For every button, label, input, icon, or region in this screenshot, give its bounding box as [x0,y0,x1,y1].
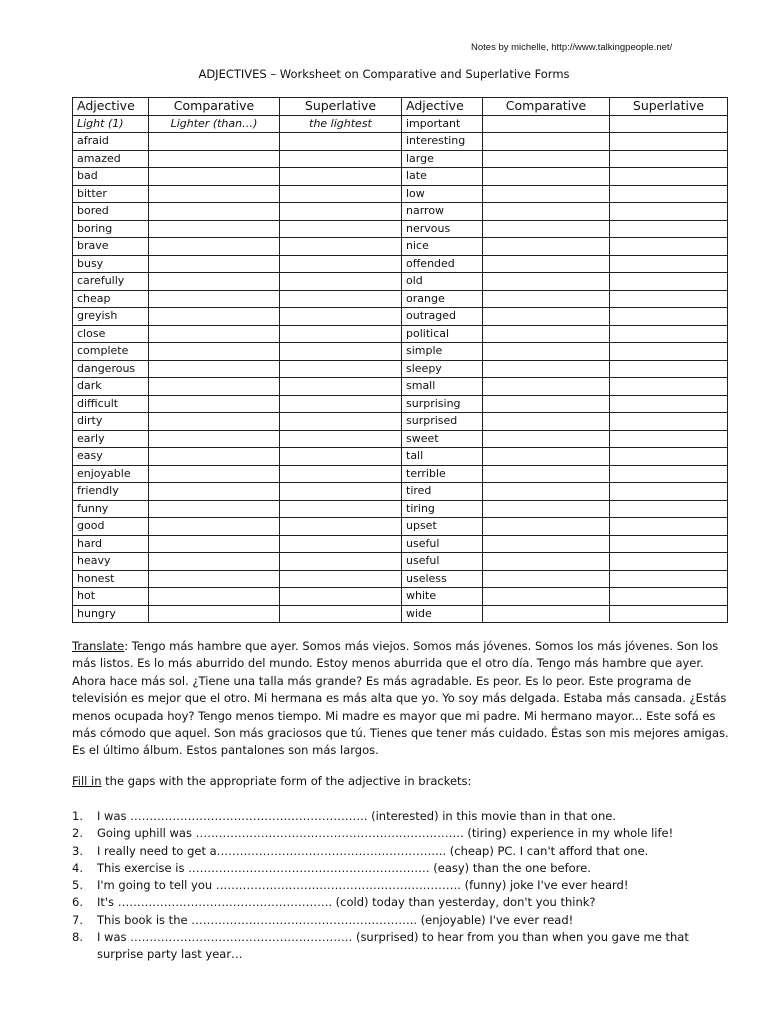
table-row [73,518,728,536]
superlative-blank-cell [280,185,402,203]
comparative-blank-cell [483,255,610,273]
right-adjective-cell: sweet [402,430,483,448]
left-adjective-cell: bored [73,203,149,221]
superlative-blank-cell [610,115,728,133]
table-row [73,500,728,518]
column-header-comparative: Comparative [149,98,280,116]
left-adjective-cell: funny [73,500,149,518]
comparative-blank-cell [483,378,610,396]
right-adjective-cell: political [402,325,483,343]
superlative-blank-cell [610,168,728,186]
right-adjective-cell: old [402,273,483,291]
superlative-blank-cell [280,413,402,431]
superlative-blank-cell [610,500,728,518]
superlative-blank-cell [610,325,728,343]
table-row [73,465,728,483]
column-header-comparative: Comparative [483,98,610,116]
comparative-blank-cell [149,553,280,571]
translate-paragraph [72,638,732,760]
comparative-blank-cell [483,483,610,501]
comparative-blank-cell [149,378,280,396]
exercise-item [72,929,732,964]
table-row [73,430,728,448]
worksheet-title: ADJECTIVES – Worksheet on Comparative and Superlative Forms [198,67,570,81]
exercise-text: It's ……………………………………………….. (cold) today than yesterday, don't you think? [97,895,596,910]
column-header-superlative: Superlative [610,98,728,116]
superlative-blank-cell [610,290,728,308]
right-adjective-cell: outraged [402,308,483,326]
left-adjective-cell: dark [73,378,149,396]
left-adjective-cell: dirty [73,413,149,431]
comparative-blank-cell [483,220,610,238]
exercise-number: 4. [72,860,83,875]
comparative-blank-cell [149,588,280,606]
fill-in-text: the gaps with the appropriate form of the adjective in brackets: [101,774,472,788]
right-adjective-cell: useful [402,535,483,553]
translate-text: : Tengo más hambre que ayer. Somos más viejos. Somos más jóvenes. Somos los más jóvenes. Son los más listos. Es lo más aburrido del mundo. Estoy menos aburrida que el otro día. Tengo más hambre que ayer. Ahora hace más sol. ¿Tiene una talla más grande? Es más agradable. Es peor. Es lo peor. Este programa de televisión es mejor que el otro. Mi hermana es más alta que yo. Yo soy más delgada. Estaba más cansada. ¿Estás menos ocupada hoy? Tengo menos tiempo. Mi madre es mayor que mi padre. Mi hermano mayor... Este sofá es más cómodo que aquel. Son más graciosos que tú. Tienes que tener más cuidado. Éstas son mis mejores amigas. Es el último álbum. Estos pantalones son más largos. [72,639,729,758]
exercise-number: 2. [72,826,83,841]
superlative-blank-cell [610,378,728,396]
exercise-number: 8. [72,930,83,945]
superlative-blank-cell [610,518,728,536]
exercise-item [72,894,732,911]
right-adjective-cell: important [402,115,483,133]
superlative-blank-cell [610,570,728,588]
superlative-blank-cell [610,553,728,571]
table-row [73,483,728,501]
superlative-blank-cell [280,133,402,151]
right-adjective-cell: surprised [402,413,483,431]
table-row [73,378,728,396]
comparative-blank-cell [149,360,280,378]
superlative-blank-cell [280,570,402,588]
comparative-blank-cell [483,133,610,151]
comparative-blank-cell [149,238,280,256]
comparative-blank-cell [149,255,280,273]
left-adjective-cell: boring [73,220,149,238]
comparative-blank-cell [149,483,280,501]
superlative-blank-cell [280,290,402,308]
superlative-blank-cell [610,588,728,606]
right-adjective-cell: low [402,185,483,203]
superlative-blank-cell [610,430,728,448]
superlative-blank-cell [280,308,402,326]
column-header-superlative: Superlative [280,98,402,116]
comparative-blank-cell [483,535,610,553]
right-adjective-cell: narrow [402,203,483,221]
exercise-item [72,843,732,860]
comparative-blank-cell [149,448,280,466]
superlative-blank-cell [280,273,402,291]
table-row [73,273,728,291]
fill-in-instructions [72,773,732,790]
table-row [73,255,728,273]
superlative-blank-cell [280,378,402,396]
left-adjective-cell: good [73,518,149,536]
table-row [73,203,728,221]
superlative-blank-cell [280,605,402,623]
comparative-blank-cell [483,570,610,588]
right-adjective-cell: small [402,378,483,396]
comparative-blank-cell [149,133,280,151]
exercise-text: I really need to get a…………………………………………………... (cheap) PC. I can't afford that one. [97,843,649,858]
comparative-blank-cell [149,518,280,536]
superlative-blank-cell [280,553,402,571]
exercise-number: 1. [72,809,83,823]
superlative-blank-cell [610,465,728,483]
exercise-number: 5. [72,878,83,893]
right-adjective-cell: offended [402,255,483,273]
exercise-item [72,808,732,825]
right-adjective-cell: terrible [402,465,483,483]
right-adjective-cell: nervous [402,220,483,238]
superlative-blank-cell [280,343,402,361]
superlative-blank-cell [280,483,402,501]
left-adjective-cell: busy [73,255,149,273]
table-row [73,220,728,238]
left-adjective-cell: carefully [73,273,149,291]
right-adjective-cell: tiring [402,500,483,518]
left-adjective-cell: hungry [73,605,149,623]
comparative-blank-cell [149,430,280,448]
left-adjective-cell: easy [73,448,149,466]
superlative-blank-cell [610,535,728,553]
superlative-blank-cell [280,203,402,221]
comparative-blank-cell [149,413,280,431]
example-row [73,115,728,133]
example-superlative: the lightest [280,115,402,133]
superlative-blank-cell [280,448,402,466]
table-row [73,308,728,326]
superlative-blank-cell [280,220,402,238]
table-header-row [73,98,728,116]
comparative-blank-cell [483,360,610,378]
adjectives-table [72,97,728,623]
author-notes: Notes by michelle, http://www.talkingpeople.net/ [471,42,673,53]
superlative-blank-cell [610,448,728,466]
right-adjective-cell: useful [402,553,483,571]
comparative-blank-cell [149,500,280,518]
example-adjective: Light (1) [73,115,149,133]
right-adjective-cell: white [402,588,483,606]
exercise-item [72,877,732,894]
comparative-blank-cell [149,168,280,186]
fill-in-label: Fill in [72,774,102,788]
table-row [73,185,728,203]
superlative-blank-cell [280,465,402,483]
right-adjective-cell: wide [402,605,483,623]
table-row [73,570,728,588]
left-adjective-cell: hard [73,535,149,553]
comparative-blank-cell [483,413,610,431]
right-adjective-cell: upset [402,518,483,536]
comparative-blank-cell [483,430,610,448]
superlative-blank-cell [610,273,728,291]
comparative-blank-cell [483,553,610,571]
left-adjective-cell: early [73,430,149,448]
right-adjective-cell: interesting [402,133,483,151]
superlative-blank-cell [610,185,728,203]
comparative-blank-cell [149,290,280,308]
superlative-blank-cell [610,220,728,238]
superlative-blank-cell [610,203,728,221]
comparative-blank-cell [149,465,280,483]
comparative-blank-cell [149,325,280,343]
comparative-blank-cell [483,325,610,343]
exercise-text: Going uphill was ……………………………………………………………. (tiring) experience in my whole life! [97,826,674,841]
left-adjective-cell: hot [73,588,149,606]
left-adjective-cell: difficult [73,395,149,413]
comparative-blank-cell [483,605,610,623]
comparative-blank-cell [483,395,610,413]
left-adjective-cell: dangerous [73,360,149,378]
table-row [73,133,728,151]
superlative-blank-cell [610,360,728,378]
right-adjective-cell: orange [402,290,483,308]
superlative-blank-cell [610,255,728,273]
table-row [73,150,728,168]
right-adjective-cell: sleepy [402,360,483,378]
comparative-blank-cell [483,500,610,518]
translate-label: Translate [72,639,125,653]
table-row [73,290,728,308]
superlative-blank-cell [280,588,402,606]
exercise-number: 3. [72,843,83,858]
superlative-blank-cell [280,255,402,273]
table-row [73,588,728,606]
left-adjective-cell: amazed [73,150,149,168]
right-adjective-cell: tired [402,483,483,501]
exercise-text: I was …………………………………………………. (surprised) to hear from you than when you gave me that surprise party last year… [97,930,689,962]
superlative-blank-cell [280,168,402,186]
exercise-item [72,912,732,929]
table-body [73,115,728,623]
left-adjective-cell: friendly [73,483,149,501]
left-adjective-cell: afraid [73,133,149,151]
left-adjective-cell: greyish [73,308,149,326]
superlative-blank-cell [610,150,728,168]
right-adjective-cell: large [402,150,483,168]
comparative-blank-cell [149,203,280,221]
left-adjective-cell: heavy [73,553,149,571]
table-row [73,343,728,361]
comparative-blank-cell [483,290,610,308]
left-adjective-cell: bitter [73,185,149,203]
comparative-blank-cell [483,448,610,466]
comparative-blank-cell [483,168,610,186]
superlative-blank-cell [610,605,728,623]
table-row [73,535,728,553]
table-row [73,605,728,623]
superlative-blank-cell [610,395,728,413]
superlative-blank-cell [280,430,402,448]
comparative-blank-cell [149,395,280,413]
table-row [73,553,728,571]
exercise-number: 6. [72,895,83,910]
superlative-blank-cell [280,150,402,168]
table-row [73,325,728,343]
left-adjective-cell: cheap [73,290,149,308]
exercise-item [72,825,732,842]
table-row [73,360,728,378]
table-row [73,395,728,413]
table-row [73,168,728,186]
superlative-blank-cell [280,500,402,518]
table-row [73,448,728,466]
superlative-blank-cell [610,413,728,431]
comparative-blank-cell [149,150,280,168]
superlative-blank-cell [610,133,728,151]
comparative-blank-cell [149,185,280,203]
left-adjective-cell: close [73,325,149,343]
exercise-list [72,808,732,964]
comparative-blank-cell [483,185,610,203]
comparative-blank-cell [149,273,280,291]
comparative-blank-cell [483,343,610,361]
superlative-blank-cell [610,308,728,326]
comparative-blank-cell [483,203,610,221]
exercise-number: 7. [72,912,83,927]
column-header-adjective: Adjective [73,98,149,116]
table-row [73,413,728,431]
right-adjective-cell: tall [402,448,483,466]
left-adjective-cell: complete [73,343,149,361]
superlative-blank-cell [610,343,728,361]
column-header-adjective: Adjective [402,98,483,116]
right-adjective-cell: nice [402,238,483,256]
right-adjective-cell: useless [402,570,483,588]
right-adjective-cell: surprising [402,395,483,413]
exercise-text: I'm going to tell you ………………………………………………………. (funny) joke I've ever heard! [97,878,629,893]
comparative-blank-cell [149,535,280,553]
superlative-blank-cell [280,360,402,378]
right-adjective-cell: simple [402,343,483,361]
exercise-text: This book is the ………………………………………………….. (enjoyable) I've ever read! [97,912,574,927]
right-adjective-cell: late [402,168,483,186]
left-adjective-cell: brave [73,238,149,256]
comparative-blank-cell [483,518,610,536]
comparative-blank-cell [483,273,610,291]
superlative-blank-cell [280,395,402,413]
comparative-blank-cell [483,465,610,483]
example-comparative: Lighter (than…) [149,115,280,133]
comparative-blank-cell [149,605,280,623]
exercise-text: This exercise is ……………………………………………………… (easy) than the one before. [97,860,591,875]
comparative-blank-cell [483,238,610,256]
table-row [73,238,728,256]
comparative-blank-cell [149,570,280,588]
comparative-blank-cell [149,343,280,361]
exercise-item [72,860,732,877]
left-adjective-cell: honest [73,570,149,588]
superlative-blank-cell [610,483,728,501]
superlative-blank-cell [280,325,402,343]
left-adjective-cell: enjoyable [73,465,149,483]
comparative-blank-cell [149,308,280,326]
comparative-blank-cell [483,150,610,168]
superlative-blank-cell [280,238,402,256]
comparative-blank-cell [149,220,280,238]
comparative-blank-cell [483,308,610,326]
superlative-blank-cell [280,518,402,536]
comparative-blank-cell [483,115,610,133]
superlative-blank-cell [280,535,402,553]
superlative-blank-cell [610,238,728,256]
comparative-blank-cell [483,588,610,606]
exercise-text: I was …………………………………………………….. (interested) in this movie than in that one. [97,809,616,823]
left-adjective-cell: bad [73,168,149,186]
